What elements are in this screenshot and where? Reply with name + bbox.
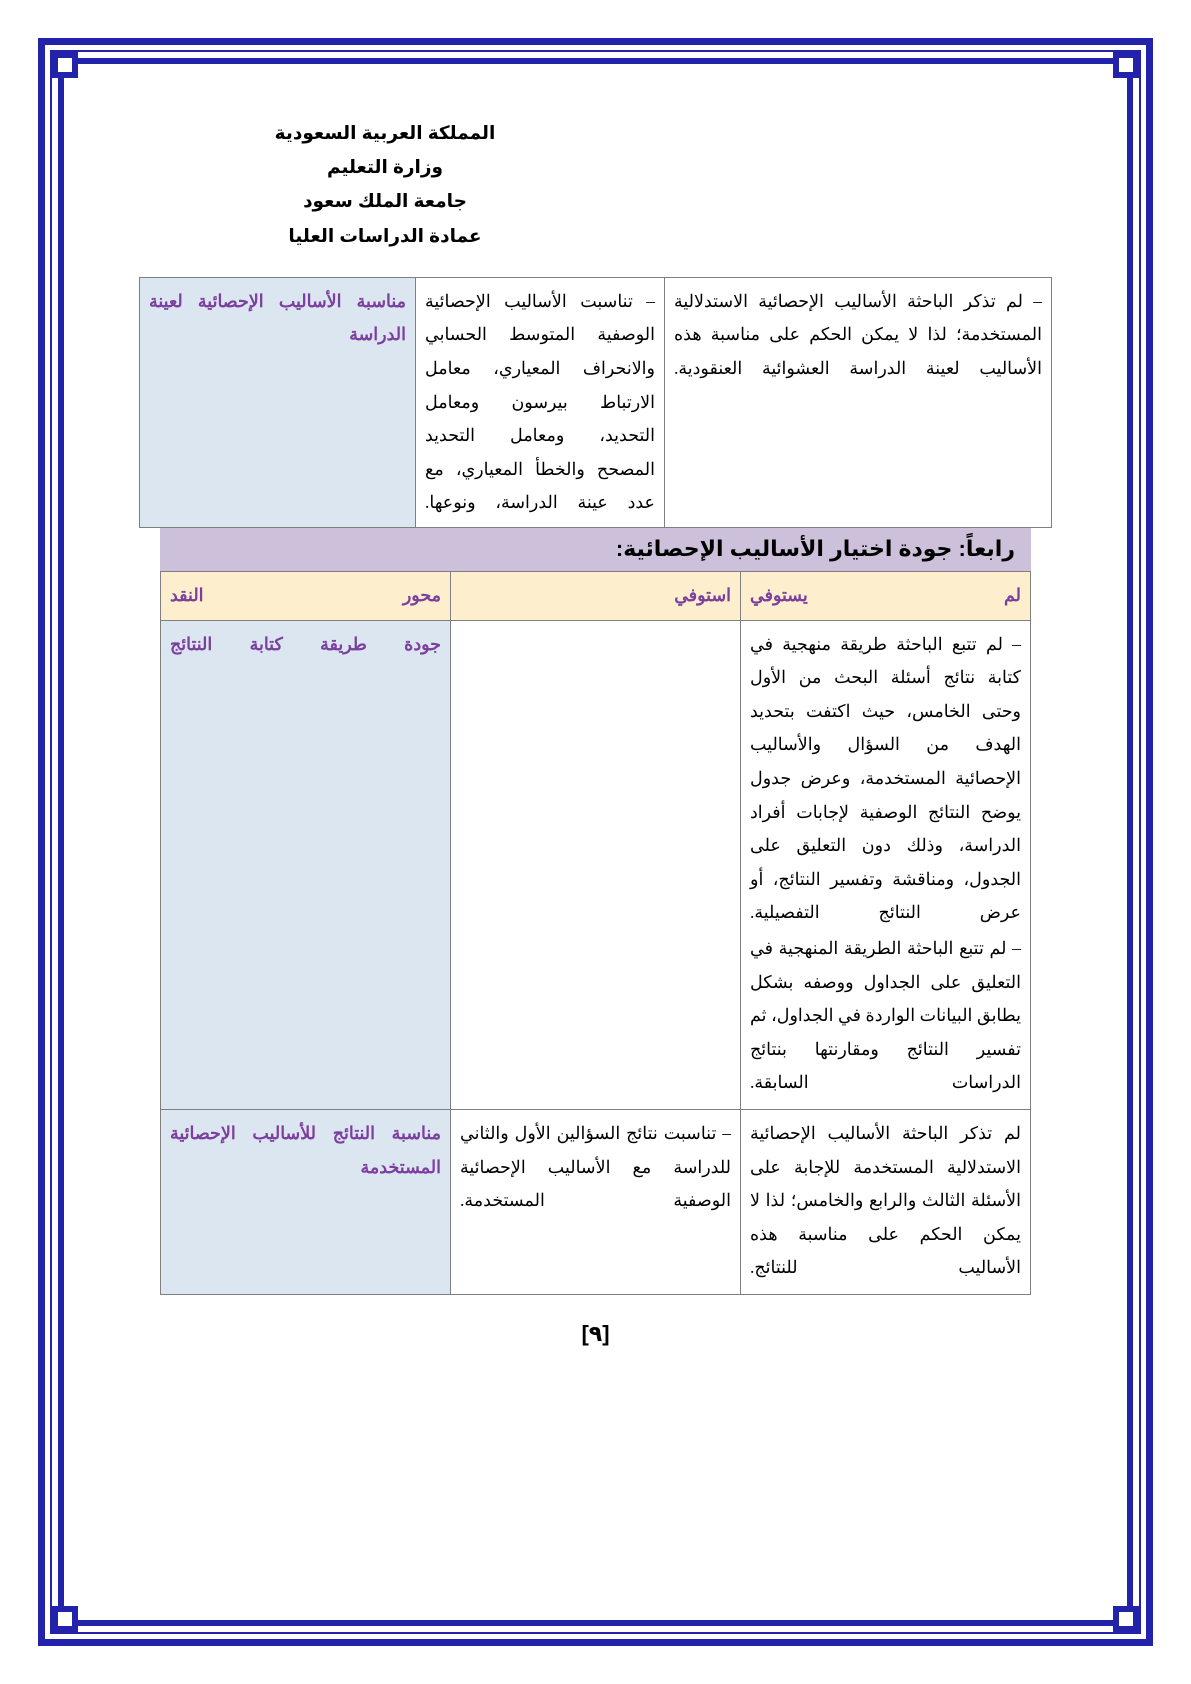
table-header-row <box>161 572 1031 621</box>
table-row <box>161 1109 1031 1294</box>
border-corner-top-left-icon <box>52 52 78 78</box>
section-heading: رابعاً: جودة اختيار الأساليب الإحصائية: <box>160 528 1031 571</box>
border-corner-bottom-right-icon <box>1113 1606 1139 1632</box>
column-header-unmet: لم يستوفي <box>741 572 1031 621</box>
column-header-axis: محور النقد <box>161 572 451 621</box>
cell-unmet: – لم تذكر الباحثة الأساليب الإحصائية الاستدلالية المستخدمة؛ لذا لا يمكن الحكم على مناسبة هذه الأساليب لعينة الدراسة العشوائية العنقودية. <box>665 277 1052 527</box>
cell-met <box>451 620 741 1109</box>
cell-criterion-label: مناسبة الأساليب الإحصائية لعينة الدراسة <box>140 277 416 527</box>
cell-met: – تناسبت نتائج السؤالين الأول والثاني للدراسة مع الأساليب الإحصائية الوصفية المستخدمة. <box>451 1109 741 1294</box>
border-corner-bottom-left-icon <box>52 1606 78 1632</box>
letterhead-line-kingdom: المملكة العربية السعودية <box>274 122 496 143</box>
letterhead-line-university: جامعة الملك سعود <box>303 190 467 212</box>
cell-unmet <box>741 1109 1031 1294</box>
letterhead-line-deanship: عمادة الدراسات العليا <box>288 224 482 246</box>
table-row <box>140 277 1052 527</box>
table-row <box>161 620 1031 1109</box>
cell-met: – تناسبت الأساليب الإحصائية الوصفية المتوسط الحسابي والانحراف المعياري، معامل الارتباط بيرسون ومعامل التحديد، ومعامل التحديد المصحح والخطأ المعياري، مع عدد عينة الدراسة، ونوعها. <box>416 277 665 527</box>
top-criteria-table <box>139 277 1052 528</box>
cell-unmet-paragraph: لم تذكر الباحثة الأساليب الإحصائية الاستدلالية المستخدمة للإجابة على الأسئلة الثالث والرابع والخامس؛ لذا لا يمكن الحكم على مناسبة هذه الأساليب للنتائج. <box>750 1122 1021 1278</box>
border-corner-top-right-icon <box>1113 52 1139 78</box>
column-header-met: استوفي <box>451 572 741 621</box>
cell-unmet-paragraph: – لم تتبع الباحثة طريقة منهجية في كتابة نتائج أسئلة البحث من الأول وحتى الخامس، حيث اكتفت بتحديد الهدف من السؤال والأساليب الإحصائية المستخدمة، وعرض جدول يوضح النتائج الوصفية لإجابات أفراد الدراسة، وذلك دون التعليق على الجدول، ومناقشة وتفسير النتائج، أو عرض النتائج التفصيلية. <box>750 633 1021 923</box>
letterhead <box>235 116 535 253</box>
page-number: [٩] <box>581 1320 610 1346</box>
main-criteria-table <box>160 571 1031 1295</box>
cell-unmet-paragraph: – لم تتبع الباحثة الطريقة المنهجية في التعليق على الجداول ووصفه بشكل يطابق البيانات الواردة في الجداول، ثم تفسير النتائج ومقارنتها بنتائج الدراسات السابقة. <box>750 937 1021 1093</box>
document-page <box>78 78 1113 1606</box>
letterhead-line-ministry: وزارة التعليم <box>326 156 444 178</box>
cell-unmet <box>741 620 1031 1109</box>
cell-criterion-label: جودة طريقة كتابة النتائج <box>161 620 451 1109</box>
cell-criterion-label: مناسبة النتائج للأساليب الإحصائية المستخدمة <box>161 1109 451 1294</box>
